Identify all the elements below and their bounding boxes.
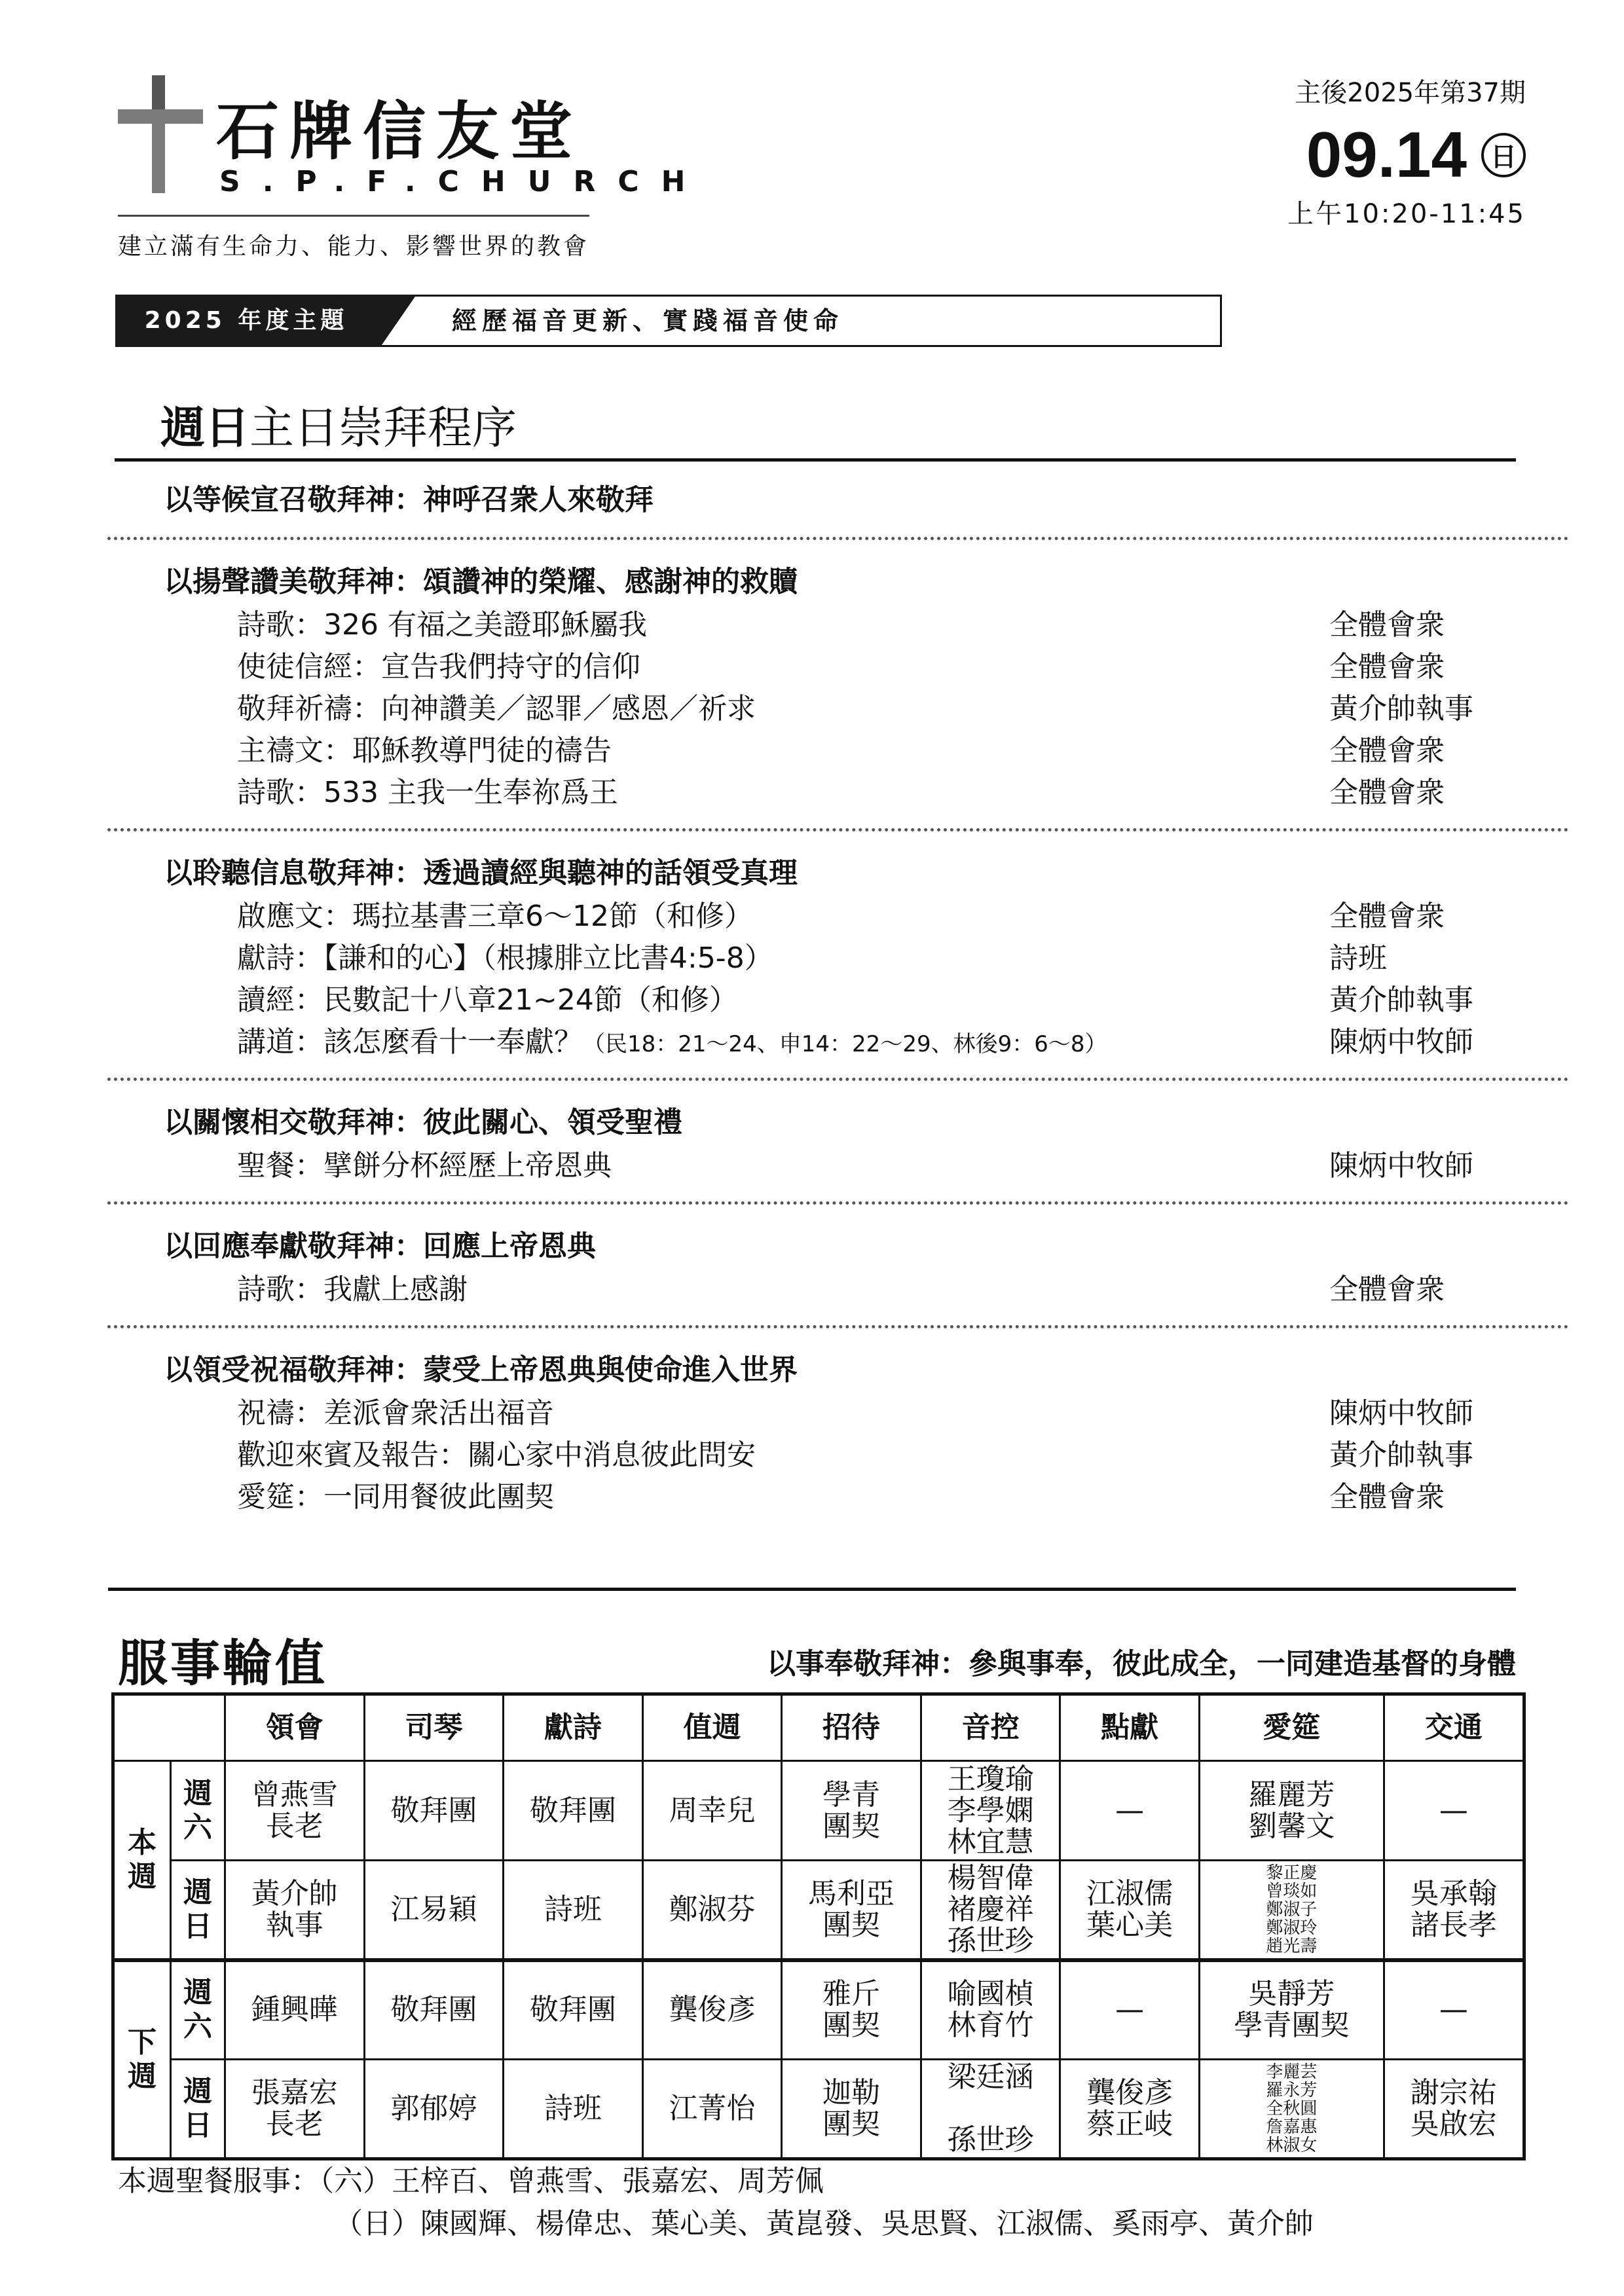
roster-cell: 周幸兒 [642, 1761, 782, 1861]
section-dotted-divider [107, 1078, 1569, 1081]
worship-item [164, 1021, 1107, 1063]
worship-part [164, 851, 1513, 1063]
worship-item-row [164, 604, 1513, 646]
roster-cell: 鍾興曄 [225, 1960, 365, 2060]
worship-item-text: 敬拜祈禱：向神讚美／認罪／感恩／祈求 [237, 692, 756, 725]
scripture-reference: （民18：21～24、申14：22～29、林後9：6～8） [583, 1031, 1107, 1057]
worship-item-leader: 全體會衆 [1329, 776, 1445, 809]
duty-roster-table [111, 1692, 1526, 2160]
worship-item-leader: 全體會衆 [1329, 650, 1445, 683]
worship-part-heading: 以聆聽信息敬拜神：透過讀經與聽神的話領受真理 [164, 856, 798, 890]
roster-column-header: 獻詩 [504, 1694, 643, 1761]
worship-item-text: 愛筵：一同用餐彼此團契 [237, 1480, 554, 1514]
worship-item-leader: 全體會衆 [1329, 900, 1445, 933]
worship-item [164, 730, 612, 772]
roster-cell: 梁廷涵 孫世珍 [921, 2060, 1060, 2159]
worship-order-title-day: 週日 [160, 403, 250, 454]
weekday-badge: 日 [1481, 133, 1526, 177]
worship-part [164, 560, 1513, 814]
date-value: 09.14 [1306, 118, 1467, 191]
roster-week-label: 本 週 [113, 1761, 171, 1960]
roster-cell: — [1384, 1960, 1524, 2060]
roster-row [113, 1960, 1524, 2060]
roster-column-header: 音控 [921, 1694, 1060, 1761]
roster-cell: 謝宗祐 吳啟宏 [1384, 2060, 1524, 2159]
roster-row [113, 1761, 1524, 1861]
roster-cell: 敬拜團 [504, 1761, 643, 1861]
roster-cell: 李麗芸 羅永芳 全秋圓 詹嘉惠 林淑女 [1199, 2060, 1384, 2159]
roster-cell: 迦勒 團契 [782, 2060, 921, 2159]
worship-part-heading: 以回應奉獻敬拜神：回應上帝恩典 [164, 1230, 596, 1263]
roster-cell: 龔俊彥 [642, 1960, 782, 2060]
roster-cell: 吳承翰 諸長孝 [1384, 1861, 1524, 1960]
worship-item-text: 歡迎來賓及報告：關心家中消息彼此問安 [237, 1438, 756, 1472]
worship-item [164, 688, 756, 730]
worship-item-text: 講道：該怎麼看十一奉獻？ [237, 1025, 583, 1059]
roster-cell: — [1060, 1761, 1200, 1861]
roster-cell: — [1384, 1761, 1524, 1861]
service-date [1306, 118, 1526, 192]
roster-cell: 曾燕雪 長老 [225, 1761, 365, 1861]
roster-cell: 詩班 [504, 2060, 643, 2159]
worship-item [164, 604, 647, 646]
church-logo-cross-icon [118, 75, 210, 193]
roster-cell: 詩班 [504, 1861, 643, 1960]
roster-cell: 喻國楨 林育竹 [921, 1960, 1060, 2060]
roster-day-label: 週 日 [171, 1861, 225, 1960]
duty-roster-title: 服事輪值 [118, 1634, 327, 1692]
roster-column-header: 點獻 [1060, 1694, 1200, 1761]
worship-part-heading: 以揚聲讚美敬拜神：頌讚神的榮耀、感謝神的救贖 [164, 565, 798, 598]
worship-item-row [164, 688, 1513, 730]
worship-item-text: 讀經：民數記十八章21~24節（和修） [237, 983, 738, 1017]
worship-item-leader: 黃介帥執事 [1329, 692, 1473, 725]
roster-cell: 王瓊瑜 李學嫻 林宜慧 [921, 1761, 1060, 1861]
church-name: 石牌信友堂 [216, 95, 583, 168]
worship-item [164, 1145, 612, 1187]
worship-part-heading: 以領受祝福敬拜神：蒙受上帝恩典與使命進入世界 [164, 1353, 798, 1387]
roster-cell: 黎正慶 曾琰如 鄭淑子 鄭淑玲 趙光壽 [1199, 1861, 1384, 1960]
communion-label: 本週聖餐服事： [118, 2164, 320, 2198]
worship-order-divider [115, 458, 1516, 462]
roster-column-header: 值週 [642, 1694, 782, 1761]
roster-column-header: 招待 [782, 1694, 921, 1761]
section-dotted-divider [107, 828, 1569, 831]
worship-item-leader: 全體會衆 [1329, 1273, 1445, 1306]
worship-part-heading: 以等候宣召敬拜神：神呼召衆人來敬拜 [164, 483, 654, 517]
worship-order-list [164, 478, 1513, 1518]
service-time: 上午10:20-11:45 [1287, 199, 1526, 229]
roster-cell: 江淑儒 葉心美 [1060, 1861, 1200, 1960]
worship-item-row [164, 1269, 1513, 1311]
roster-row [113, 2060, 1524, 2159]
worship-part-heading: 以關懷相交敬拜神：彼此關心、領受聖禮 [164, 1106, 682, 1139]
roster-cell: 學青 團契 [782, 1761, 921, 1861]
worship-item-row [164, 938, 1513, 979]
worship-item-row [164, 1145, 1513, 1187]
roster-cell: 張嘉宏 長老 [225, 2060, 365, 2159]
worship-item [164, 1393, 554, 1434]
worship-item [164, 646, 640, 688]
worship-item-text: 使徒信經：宣告我們持守的信仰 [237, 650, 640, 683]
worship-item-row [164, 646, 1513, 688]
roster-week-label: 下 週 [113, 1960, 171, 2159]
worship-item [164, 938, 773, 979]
worship-item-row [164, 772, 1513, 814]
worship-item-leader: 黃介帥執事 [1329, 1438, 1473, 1472]
worship-item-leader: 詩班 [1329, 941, 1387, 975]
worship-item-leader: 陳炳中牧師 [1329, 1149, 1473, 1182]
roster-cell: — [1060, 1960, 1200, 2060]
worship-item-text: 詩歌：我獻上感謝 [237, 1273, 468, 1306]
church-english-name: S.P.F.CHURCH [219, 165, 708, 198]
roster-cell: 楊智偉 褚慶祥 孫世珍 [921, 1861, 1060, 1960]
roster-header-row [113, 1694, 1524, 1761]
worship-item-row [164, 1021, 1513, 1063]
roster-cell: 郭郁婷 [364, 2060, 504, 2159]
communion-servers-sat [118, 2157, 824, 2199]
church-motto: 建立滿有生命力、能力、影響世界的教會 [118, 233, 590, 260]
section-dotted-divider [107, 1201, 1569, 1205]
worship-part [164, 1101, 1513, 1187]
worship-item [164, 772, 618, 814]
worship-item-row [164, 1434, 1513, 1476]
worship-item [164, 979, 738, 1021]
roster-cell: 龔俊彥 蔡正岐 [1060, 2060, 1200, 2159]
worship-item-text: 詩歌：326 有福之美證耶穌屬我 [237, 608, 647, 642]
worship-part [164, 478, 1513, 522]
roster-cell: 羅麗芳 劉馨文 [1199, 1761, 1384, 1861]
communion-servers-sun: （日）陳國輝、楊偉忠、葉心美、黃崑發、吳思賢、江淑儒、奚雨亭、黃介帥 [334, 2207, 1314, 2240]
worship-item-leader: 陳炳中牧師 [1329, 1396, 1473, 1430]
annual-theme-text: 經歷福音更新、實踐福音使命 [452, 306, 844, 335]
worship-item-row [164, 730, 1513, 772]
worship-item [164, 1434, 756, 1476]
roster-day-label: 週 六 [171, 1761, 225, 1861]
worship-item-leader: 陳炳中牧師 [1329, 1025, 1473, 1059]
worship-item-text: 主禱文：耶穌教導門徒的禱告 [237, 734, 612, 767]
roster-cell: 江易穎 [364, 1861, 504, 1960]
worship-item-text: 祝禱：差派會衆活出福音 [237, 1396, 554, 1430]
worship-part [164, 1348, 1513, 1518]
roster-cell: 敬拜團 [364, 1761, 504, 1861]
roster-cell: 江菁怡 [642, 2060, 782, 2159]
worship-item-leader: 黃介帥執事 [1329, 983, 1473, 1017]
roster-cell: 雅斤 團契 [782, 1960, 921, 2060]
issue-number: 主後2025年第37期 [1295, 78, 1526, 108]
roster-cell: 馬利亞 團契 [782, 1861, 921, 1960]
roster-column-header: 領會 [225, 1694, 365, 1761]
worship-item-row [164, 896, 1513, 938]
roster-cell: 敬拜團 [364, 1960, 504, 2060]
roster-cell: 鄭淑芬 [642, 1861, 782, 1960]
worship-item-row [164, 1476, 1513, 1518]
worship-item-row [164, 979, 1513, 1021]
worship-item-leader: 全體會衆 [1329, 734, 1445, 767]
roster-corner-cell [113, 1694, 225, 1761]
worship-item-text: 獻詩：【謙和的心】（根據腓立比書4:5-8） [237, 941, 773, 975]
worship-item-text: 聖餐：擘餅分杯經歷上帝恩典 [237, 1149, 612, 1182]
worship-order-title [160, 393, 517, 456]
roster-column-header: 司琴 [364, 1694, 504, 1761]
roster-column-header: 愛筵 [1199, 1694, 1384, 1761]
roster-day-label: 週 日 [171, 2060, 225, 2159]
worship-item-leader: 全體會衆 [1329, 1480, 1445, 1514]
roster-column-header: 交通 [1384, 1694, 1524, 1761]
worship-order-title-text: 主日崇拜程序 [249, 403, 517, 454]
worship-item [164, 1269, 468, 1311]
duty-roster-subtitle: 以事奉敬拜神：參與事奉，彼此成全，一同建造基督的身體 [767, 1647, 1516, 1681]
roster-cell: 黃介帥 執事 [225, 1861, 365, 1960]
communion-sat-names: （六）王梓百、曾燕雪、張嘉宏、周芳佩 [320, 2164, 824, 2198]
worship-part [164, 1224, 1513, 1311]
roster-day-label: 週 六 [171, 1960, 225, 2060]
header-divider [118, 215, 589, 217]
worship-item-row [164, 1393, 1513, 1434]
section-dotted-divider [107, 537, 1569, 540]
roster-cell: 敬拜團 [504, 1960, 643, 2060]
roster-cell: 吳靜芳 學青團契 [1199, 1960, 1384, 2060]
worship-item [164, 896, 753, 938]
section-dotted-divider [107, 1325, 1569, 1328]
annual-theme-tag: 2025 年度主題 [144, 307, 348, 334]
roster-row [113, 1861, 1524, 1960]
worship-item-text: 詩歌：533 主我一生奉祢爲王 [237, 776, 618, 809]
worship-item [164, 1476, 554, 1518]
worship-order-bottom-divider [108, 1588, 1516, 1591]
worship-item-leader: 全體會衆 [1329, 608, 1445, 642]
worship-item-text: 啟應文：瑪拉基書三章6～12節（和修） [237, 900, 753, 933]
